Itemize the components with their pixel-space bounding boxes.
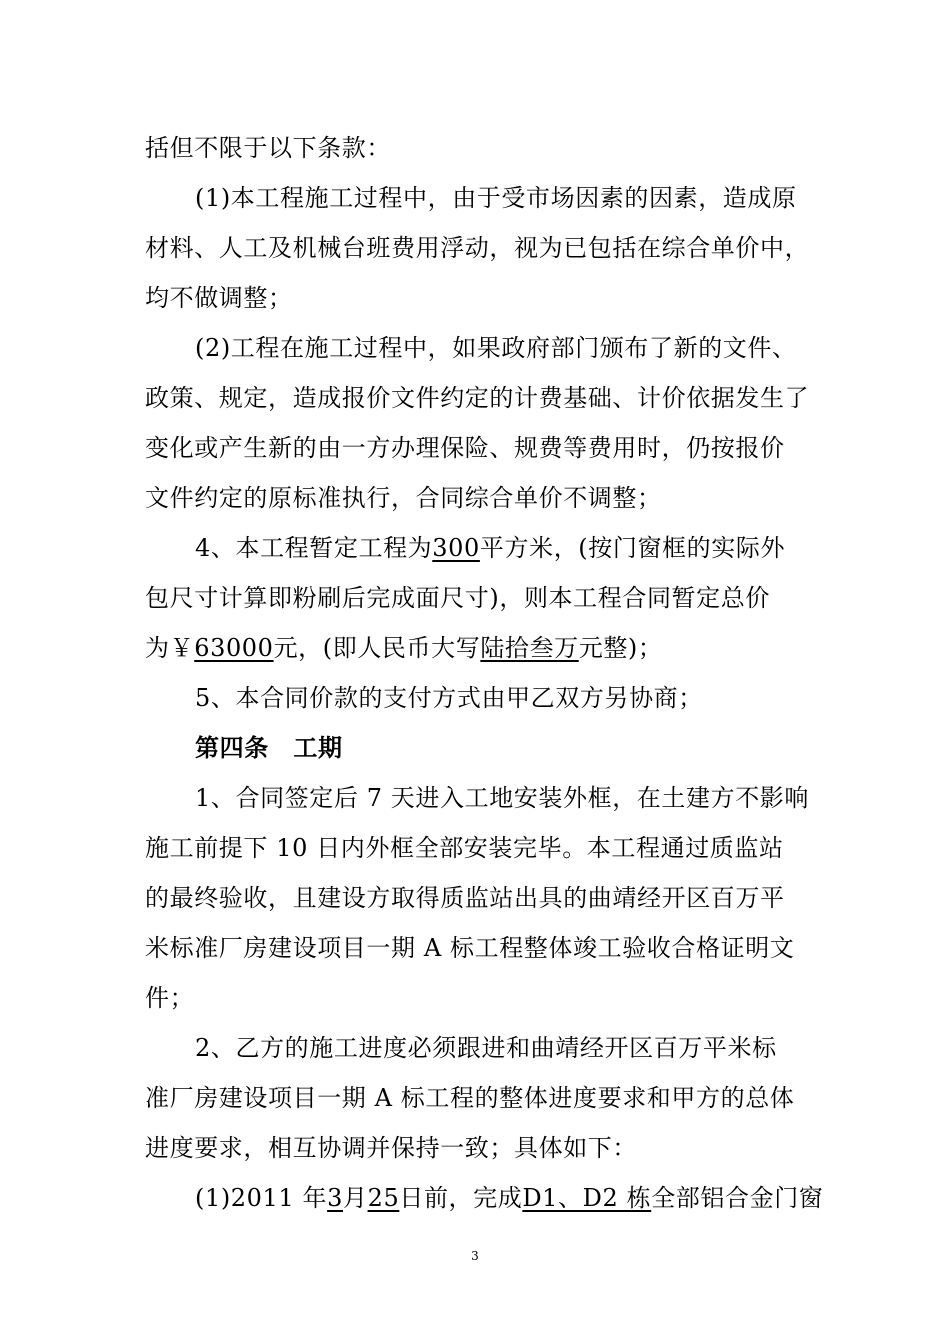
section4-heading: 第四条 工期: [195, 734, 343, 762]
schedule-item1-day: 25: [367, 1184, 400, 1212]
clause4-area-value: 300: [432, 534, 480, 562]
section3-item1-line2: 材料、人工及机械台班费用浮动，视为已包括在综合单价中，: [145, 234, 810, 262]
section4-clause1-line1: 1、合同签定后 7 天进入工地安装外框，在土建方不影响: [195, 784, 809, 812]
page-number: 3: [471, 1249, 479, 1263]
clause4-prefix: 4、本工程暂定工程为: [195, 534, 433, 562]
section3-item1-line1: (1)本工程施工过程中，由于受市场因素的因素，造成原: [195, 184, 797, 212]
section4-clause1-line5: 件；: [145, 984, 195, 1012]
schedule-item1-prefix: (1)2011 年: [195, 1184, 328, 1212]
section3-item2-line2: 政策、规定，造成报价文件约定的计费基础、计价依据发生了: [145, 384, 810, 412]
clause4-amount-words: 陆拾叁万: [480, 634, 579, 662]
schedule-item1-line1: [195, 1183, 823, 1213]
section3-item2-line3: 变化或产生新的由一方办理保险、规费等费用时，仍按报价: [145, 434, 785, 462]
schedule-item1-mid2: 日前，完成: [399, 1184, 523, 1212]
schedule-item1-buildings: D1、D2 栋: [522, 1184, 652, 1212]
section4-clause1-line2: 施工前提下 10 日内外框全部安装完毕。本工程通过质监站: [145, 834, 784, 862]
clause4-amount-value: 63000: [194, 634, 274, 662]
clause4-line3: [145, 633, 663, 663]
clause4-line3-prefix: 为￥: [145, 634, 195, 662]
clause4-line3-suffix: 元整)；: [578, 634, 663, 662]
schedule-item1-suffix: 全部铝合金门窗: [651, 1184, 824, 1212]
clause4-line3-mid: 元，(即人民币大写: [273, 634, 481, 662]
clause4-line1: [195, 533, 785, 563]
section3-item2-line4: 文件约定的原标准执行，合同综合单价不调整；: [145, 484, 662, 512]
section3-item1-line3: 均不做调整；: [145, 284, 293, 312]
section4-clause2-line3: 进度要求，相互协调并保持一致；具体如下：: [145, 1134, 637, 1162]
section4-clause2-line1: 2、乙方的施工进度必须跟进和曲靖经开区百万平米标: [195, 1034, 777, 1062]
schedule-item1-month: 3: [327, 1184, 343, 1212]
section3-item2-line1: (2)工程在施工过程中，如果政府部门颁布了新的文件、: [195, 334, 797, 362]
section4-clause1-line4: 米标准厂房建设项目一期 A 标工程整体竣工验收合格证明文: [145, 934, 795, 962]
clause4-line2: 包尺寸计算即粉刷后完成面尺寸)，则本工程合同暂定总价: [145, 584, 770, 612]
schedule-item1-mid1: 月: [342, 1184, 368, 1212]
section4-clause1-line3: 的最终验收，且建设方取得质监站出具的曲靖经开区百万平: [145, 884, 785, 912]
clause5-line: 5、本合同价款的支付方式由甲乙双方另协商；: [195, 684, 703, 712]
clause4-suffix: 平方米，(按门窗框的实际外: [479, 534, 786, 562]
section4-clause2-line2: 准厂房建设项目一期 A 标工程的整体进度要求和甲方的总体: [145, 1084, 795, 1112]
section3-intro-line: 括但不限于以下条款：: [145, 134, 391, 162]
